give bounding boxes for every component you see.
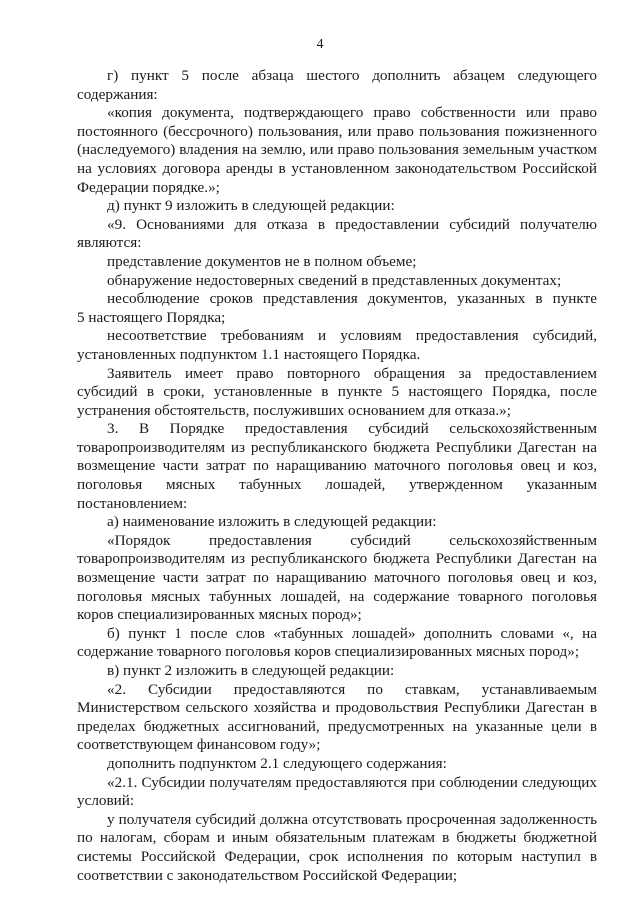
text-line: системы Российской Федерации, срок исполнения по которым наступил в [77,847,597,865]
text-line: возмещение части затрат по наращиванию маточного поголовья овец и коз, [77,569,597,587]
text-line: Заявитель имеет право повторного обращения за предоставлением [107,364,597,382]
text-line: 5 настоящего Порядка; [77,308,226,326]
document-body [77,67,597,885]
text-line: в) пункт 2 изложить в следующей редакции: [107,662,395,679]
text-line: поголовья мясных табунных лошадей, утвержденном указанным [77,476,597,494]
text-line: являются: [77,234,142,252]
text-line: представление документов не в полном объеме; [107,252,417,270]
text-line: г) пункт 5 после абзаца шестого дополнить абзацем следующего [107,67,597,84]
text-line: «2.1. Субсидии получателям предоставляются при соблюдении следующих [107,773,597,791]
text-line: «Порядок предоставления субсидий сельскохозяйственным [107,531,597,549]
text-line: Федерации порядке.»; [77,178,220,196]
text-line: несоответствие требованиям и условиям предоставления субсидий, [107,327,597,345]
text-line: постановлением: [77,494,188,512]
text-line: устранения обстоятельств, послуживших основанием для отказа.»; [77,401,511,419]
text-line: 3. В Порядке предоставления субсидий сельскохозяйственным [107,420,597,438]
text-line: «копия документа, подтверждающего право собственности или право [107,104,597,122]
text-line: у получателя субсидий должна отсутствовать просроченная задолженность [107,810,597,828]
text-line: б) пункт 1 после слов «табунных лошадей» дополнить словами «, на [107,624,597,642]
text-line: несоблюдение сроков представления документов, указанных в пункте [107,290,597,308]
text-line: товаропроизводителям из республиканского бюджета Республики Дагестан на [77,550,597,568]
text-line: соответствующем финансовом году»; [77,736,321,754]
text-line: соответствии с законодательством Российской Федерации; [77,866,458,884]
text-line: пределах бюджетных ассигнований, предусмотренных на указанные цели в [77,717,597,735]
text-line: субсидий в сроки, установленные в пункте 5 настоящего Порядка, после [77,383,597,401]
text-line: Министерством сельского хозяйства и продовольствия Республики Дагестан в [77,699,597,717]
text-line: товаропроизводителям из республиканского бюджета Республики Дагестан на [77,438,597,456]
text-line: условий: [77,792,135,810]
page-number: 4 [316,37,324,52]
text-line: коров специализированных мясных пород»; [77,606,362,624]
text-line: содержания: [77,85,158,103]
text-line: д) пункт 9 изложить в следующей редакции: [107,197,395,215]
text-line: возмещение части затрат по наращиванию маточного поголовья овец и коз, [77,457,597,475]
text-line: дополнить подпунктом 2.1 следующего содержания: [107,754,447,772]
text-line: (наследуемого) владения на землю, или право пользования земельным участком [77,141,597,159]
text-line: на условиях договора аренды в установленном законодательством Российской [77,159,597,177]
text-line: а) наименование изложить в следующей редакции: [107,513,437,531]
text-line: постоянного (бессрочного) пользования, или право пользования пожизненного [77,122,597,140]
text-line: «2. Субсидии предоставляются по ставкам, устанавливаемым [107,680,597,698]
text-line: содержание товарного поголовья коров специализированных мясных пород»; [77,643,580,661]
text-line: установленных подпунктом 1.1 настоящего Порядка. [77,345,421,363]
text-line: по налогам, сборам и иным обязательным платежам в бюджеты бюджетной [77,829,597,847]
text-line: «9. Основаниями для отказа в предоставлении субсидий получателю [107,215,597,233]
text-line: поголовья мясных табунных лошадей, на содержание товарного поголовья [77,587,597,605]
text-line: обнаружение недостоверных сведений в представленных документах; [107,271,562,289]
